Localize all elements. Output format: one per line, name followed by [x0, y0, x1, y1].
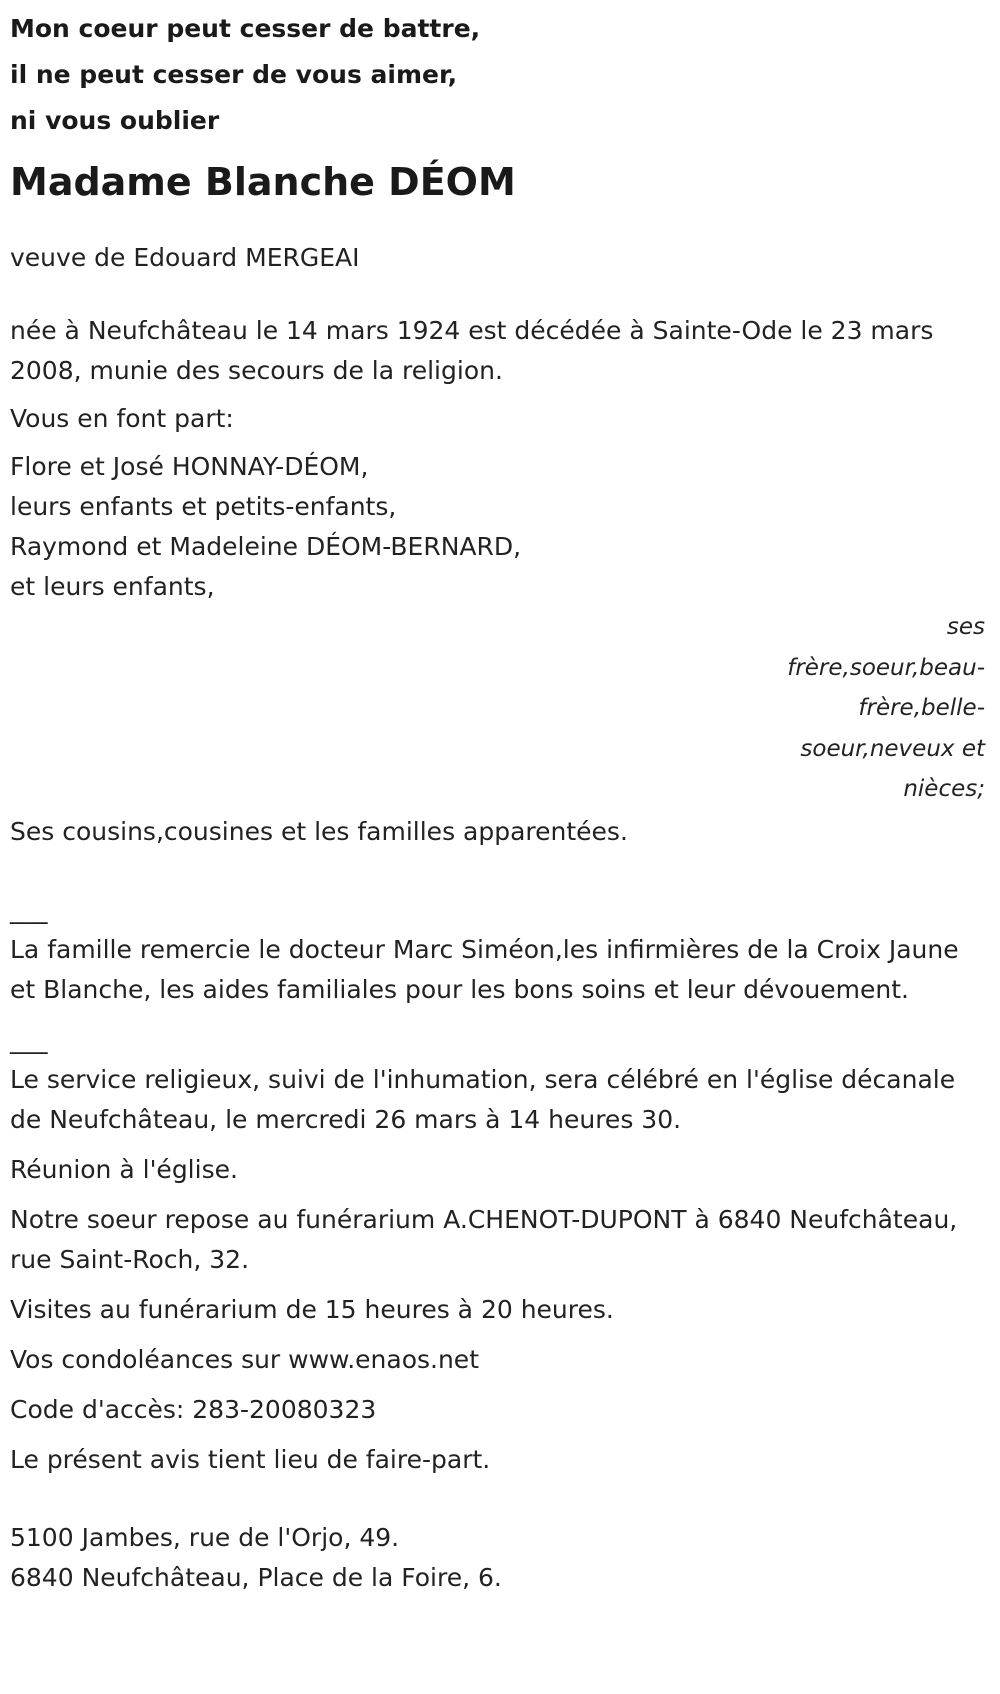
siblings-line: frère,soeur,beau-	[787, 654, 985, 681]
obituary-notice	[10, 0, 990, 1598]
access-code-text: Code d'accès: 283-20080323	[10, 1394, 377, 1424]
birth-death-text: née à Neufchâteau le 14 mars 1924 est décédée à Sainte-Ode le 23 mars 2008, munie des secours de la religion.	[10, 316, 934, 385]
poem-line: Mon coeur peut cesser de battre,	[10, 14, 481, 43]
family-line: leurs enfants et petits-enfants,	[10, 492, 397, 521]
family-line: Raymond et Madeleine DÉOM-BERNARD,	[10, 532, 522, 561]
visits-text: Visites au funérarium de 15 heures à 20 heures.	[10, 1294, 614, 1324]
meeting-text: Réunion à l'église.	[10, 1154, 238, 1184]
thanks-text: La famille remercie le docteur Marc Siméon,les infirmières de la Croix Jaune et Blanche, les aides familiales pour les bons soins et leur dévouement.	[10, 934, 959, 1004]
siblings-line: nièces;	[903, 776, 985, 802]
family-line: et leurs enfants,	[10, 572, 215, 601]
condolences-text: Vos condoléances sur www.enaos.net	[10, 1344, 479, 1374]
poem-line: il ne peut cesser de vous aimer,	[10, 60, 458, 89]
poem	[10, 6, 990, 144]
family-list	[10, 447, 990, 607]
address-line: 5100 Jambes, rue de l'Orjo, 49.	[10, 1522, 400, 1552]
deceased-name: Madame Blanche DÉOM	[10, 160, 516, 204]
separator: ___	[10, 894, 48, 924]
notice-text: Le présent avis tient lieu de faire-part.	[10, 1444, 491, 1474]
funeral-home-text: Notre soeur repose au funérarium A.CHENOT-DUPONT à 6840 Neufchâteau, rue Saint-Roch, 32.	[10, 1204, 958, 1274]
cousins-text: Ses cousins,cousines et les familles apparentées.	[10, 816, 628, 846]
service-text: Le service religieux, suivi de l'inhumation, sera célébré en l'église décanale de Neufchâteau, le mercredi 26 mars à 14 heures 30.	[10, 1064, 956, 1134]
siblings-block	[775, 607, 985, 810]
family-line: Flore et José HONNAY-DÉOM,	[10, 452, 369, 481]
siblings-line: frère,belle-	[858, 695, 985, 721]
address-line: 6840 Neufchâteau, Place de la Foire, 6.	[10, 1562, 502, 1592]
announcement-intro: Vous en font part:	[10, 404, 234, 433]
addresses	[10, 1518, 990, 1598]
widow-of: veuve de Edouard MERGEAI	[10, 243, 360, 272]
poem-line: ni vous oublier	[10, 106, 220, 135]
siblings-line: soeur,neveux et	[800, 735, 985, 762]
siblings-line: ses	[946, 614, 985, 640]
separator: ___	[10, 1024, 48, 1054]
